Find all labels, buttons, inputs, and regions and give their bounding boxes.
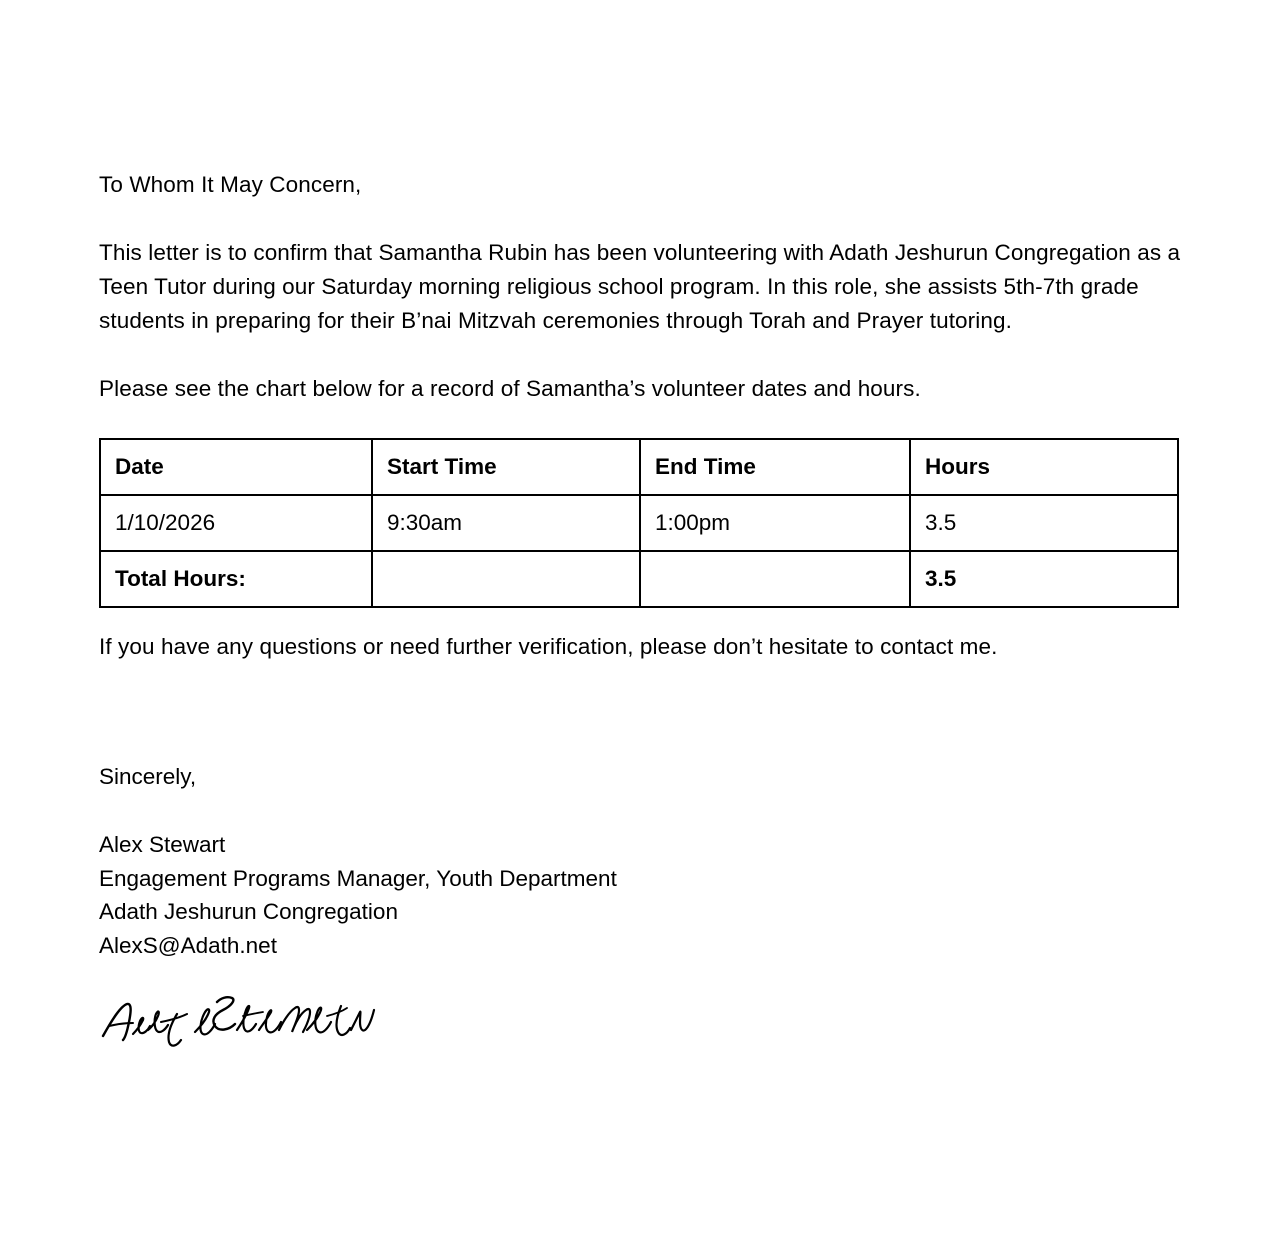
letter-body [99,168,1181,1052]
table-total-row [100,551,1178,607]
signer-name: Alex Stewart [99,832,226,857]
signature-block [99,760,1181,1052]
signer-title: Engagement Programs Manager, Youth Department [99,865,617,891]
cell-date: 1/10/2026 [100,495,372,551]
salutation-line: To Whom It May Concern, [99,172,362,197]
cell-total-blank-end [640,551,910,607]
signer-details [99,828,1181,962]
column-header-date: Date [100,439,372,495]
column-header-hours: Hours [910,439,1178,495]
cell-start-time: 9:30am [372,495,640,551]
cell-total-blank-start [372,551,640,607]
column-header-start-time: Start Time [372,439,640,495]
table-header-group [100,439,1178,495]
paragraph-confirmation: This letter is to confirm that Samantha Rubin has been volunteering with Adath Jeshurun Congregation as a Teen Tutor during our Saturday morning religious school program. In this role, she assists 5th-7th grade students in preparing for their B’nai Mitzvah ceremonies through Torah and Prayer tutoring. [99,240,1181,333]
cell-total-label: Total Hours: [100,551,372,607]
paragraph-chart-intro: Please see the chart below for a record of Samantha’s volunteer dates and hours. [99,376,921,401]
volunteer-hours-table [99,438,1179,608]
table-body [100,495,1178,607]
signer-organization: Adath Jeshurun Congregation [99,899,398,924]
cell-hours: 3.5 [910,495,1178,551]
signature-icon [99,992,399,1052]
column-header-end-time: End Time [640,439,910,495]
closing-line: Sincerely, [99,764,197,789]
table-row [100,495,1178,551]
paragraph-questions: If you have any questions or need further verification, please don’t hesitate to contact me. [99,634,998,659]
cell-end-time: 1:00pm [640,495,910,551]
signer-email: AlexS@Adath.net [99,932,277,958]
handwritten-signature [99,992,1181,1052]
cell-total-hours: 3.5 [910,551,1178,607]
table-header-row [100,439,1178,495]
